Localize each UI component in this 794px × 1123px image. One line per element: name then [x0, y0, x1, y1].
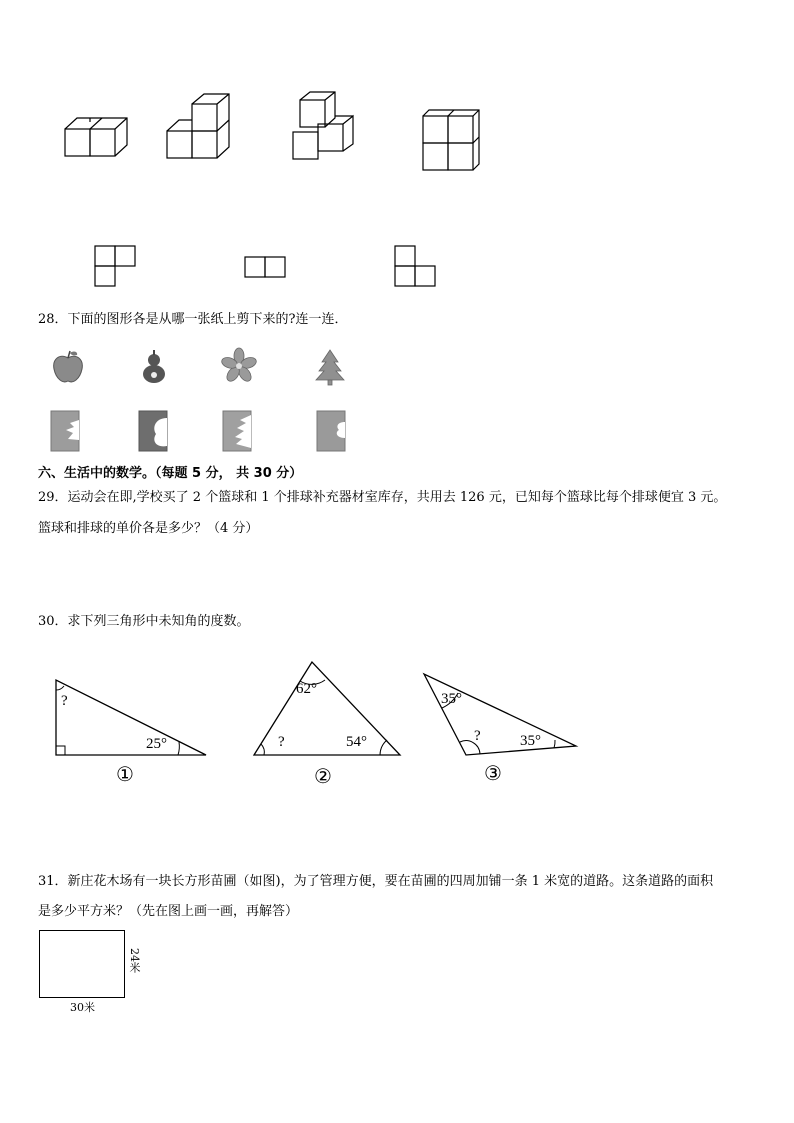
triangle-2	[250, 658, 404, 758]
view-figure-3	[394, 245, 436, 287]
section-6-title: 六、生活中的数学。（每题 5 分， 共 30 分）	[38, 466, 303, 481]
width-label: 30米	[70, 1001, 95, 1014]
triangle-2-angle-left: ?	[278, 734, 285, 750]
view-figure-1	[94, 245, 136, 287]
question-29-line-1: 29．运动会在即,学校买了 2 个篮球和 1 个排球补充器材室库存，共用去 126 元，已知每个篮球比每个排球便宜 3 元。	[38, 490, 727, 505]
cube-figure-1	[60, 108, 130, 160]
triangle-1	[52, 676, 210, 758]
triangle-3-angle-right: 35°	[520, 733, 541, 749]
cube-figure-2	[162, 98, 232, 163]
triangle-1-angle-b: 25°	[146, 736, 167, 752]
question-28-text: 28．下面的图形各是从哪一张纸上剪下来的?连一连．	[38, 312, 348, 327]
height-label: 24米	[128, 948, 141, 973]
question-30-text: 30．求下列三角形中未知角的度数。	[38, 614, 250, 629]
paper-sheet-3-icon	[222, 410, 254, 454]
question-31-line-2: 是多少平方米？（先在图上画一画，再解答）	[38, 904, 299, 919]
flower-icon	[220, 347, 258, 385]
triangle-3	[420, 670, 580, 760]
nursery-rectangle	[39, 930, 125, 998]
paper-sheet-1-icon	[50, 410, 82, 454]
paper-sheet-2-icon	[138, 410, 170, 454]
triangle-3-number: ③	[484, 761, 502, 785]
question-31-line-1: 31．新庄花木场有一块长方形苗圃（如图)，为了管理方便，要在苗圃的四周加铺一条 1 米宽的道路。这条道路的面积	[38, 874, 714, 889]
triangle-3-angle-top: 35°	[441, 691, 462, 707]
triangle-1-angle-a: ?	[61, 693, 68, 709]
triangle-2-angle-right: 54°	[346, 734, 367, 750]
cube-figure-3	[288, 92, 363, 164]
view-figure-2	[244, 256, 286, 278]
question-29-line-2: 篮球和排球的单价各是多少？（4 分）	[38, 521, 259, 536]
triangle-2-angle-top: 62°	[296, 681, 317, 697]
triangle-1-number: ①	[116, 762, 134, 786]
tree-icon	[312, 348, 348, 386]
triangle-3-angle-bottom: ?	[474, 728, 481, 744]
gourd-icon	[136, 349, 172, 385]
triangle-2-number: ②	[314, 764, 332, 788]
paper-sheet-4-icon	[316, 410, 348, 454]
apple-icon	[50, 349, 86, 385]
cube-figure-4	[418, 104, 488, 172]
